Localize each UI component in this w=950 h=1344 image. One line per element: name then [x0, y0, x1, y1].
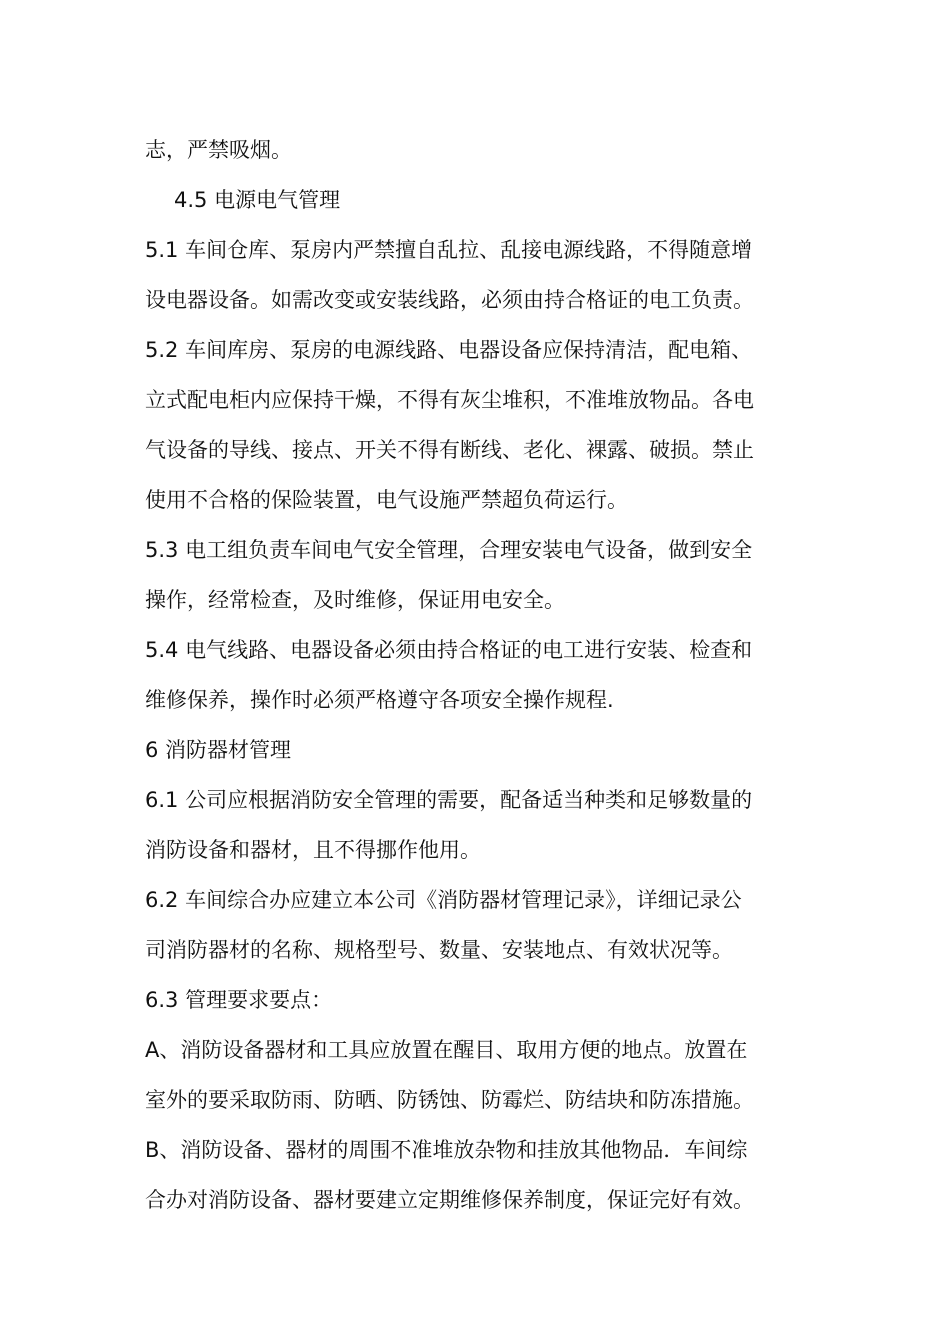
section-heading: 4.5 电源电气管理 [174, 188, 341, 212]
text-line: 6.1 公司应根据消防安全管理的需要，配备适当种类和足够数量的 [145, 788, 753, 812]
text-line: 6.3 管理要求要点： [145, 988, 333, 1012]
document-page [145, 125, 815, 1225]
text-line: 室外的要采取防雨、防晒、防锈蚀、防霉烂、防结块和防冻措施。 [145, 1088, 754, 1112]
text-line: 合办对消防设备、器材要建立定期维修保养制度，保证完好有效。 [145, 1188, 754, 1212]
text-line: B、消防设备、器材的周围不准堆放杂物和挂放其他物品．车间综 [145, 1138, 748, 1162]
text-line: 操作，经常检查，及时维修，保证用电安全。 [145, 588, 565, 612]
text-line: 设电器设备。如需改变或安装线路，必须由持合格证的电工负责。 [145, 288, 754, 312]
text-line: 5.4 电气线路、电器设备必须由持合格证的电工进行安装、检查和 [145, 638, 753, 662]
section-heading: 6 消防器材管理 [145, 738, 292, 762]
text-line: 5.3 电工组负责车间电气安全管理，合理安装电气设备，做到安全 [145, 538, 753, 562]
text-line: 司消防器材的名称、规格型号、数量、安装地点、有效状况等。 [145, 938, 733, 962]
text-line: A、消防设备器材和工具应放置在醒目、取用方便的地点。放置在 [145, 1038, 748, 1062]
text-line: 志，严禁吸烟。 [145, 138, 292, 162]
text-line: 立式配电柜内应保持干燥，不得有灰尘堆积，不准堆放物品。各电 [145, 388, 754, 412]
text-line: 消防设备和器材，且不得挪作他用。 [145, 838, 481, 862]
text-line: 5.1 车间仓库、泵房内严禁擅自乱拉、乱接电源线路，不得随意增 [145, 238, 753, 262]
text-line: 气设备的导线、接点、开关不得有断线、老化、裸露、破损。禁止 [145, 438, 754, 462]
text-line: 6.2 车间综合办应建立本公司《消防器材管理记录》，详细记录公 [145, 888, 742, 912]
text-line: 5.2 车间库房、泵房的电源线路、电器设备应保持清洁，配电箱、 [145, 338, 753, 362]
text-line: 维修保养，操作时必须严格遵守各项安全操作规程. [145, 688, 614, 712]
text-line: 使用不合格的保险装置，电气设施严禁超负荷运行。 [145, 488, 628, 512]
